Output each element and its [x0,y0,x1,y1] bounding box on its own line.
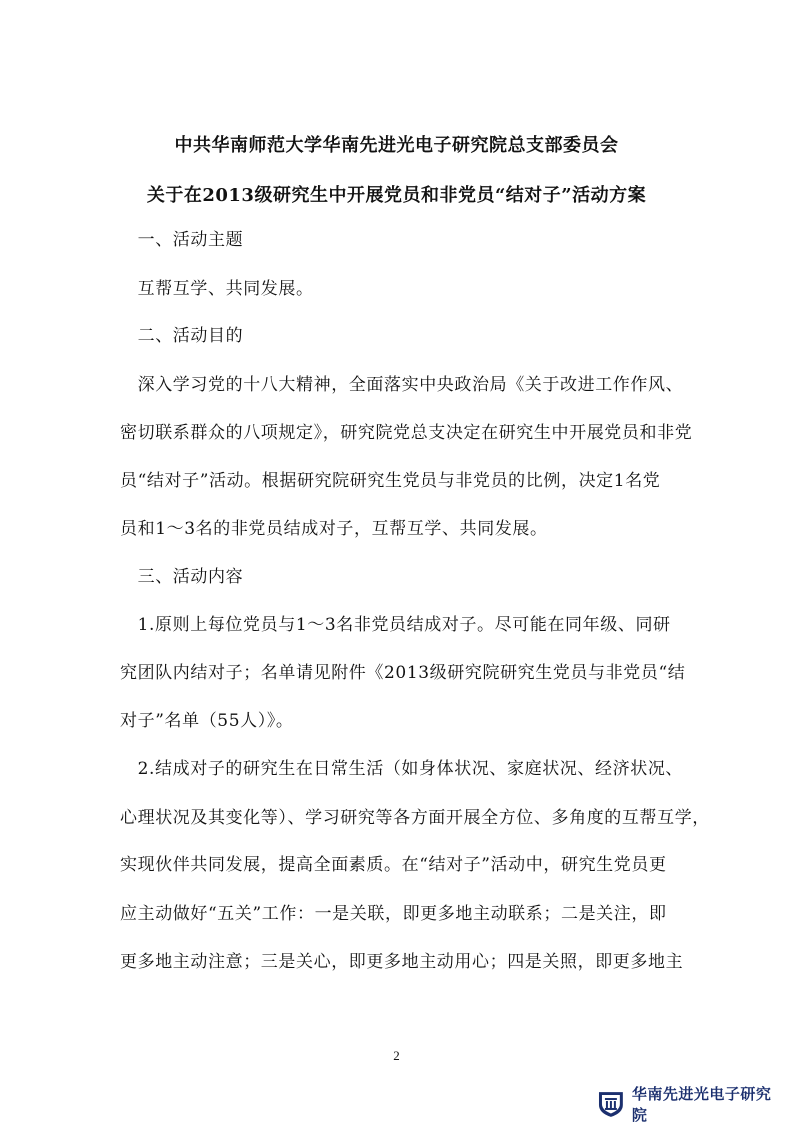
page-number: 2 [393,1048,400,1063]
body-line: 1.原则上每位党员与1～3名非党员结成对子。尽可能在同年级、同研 [120,615,671,635]
body-line: 对子”名单（55人）》。 [120,711,294,731]
body-line: 一、活动主题 [120,230,244,250]
body-line: 密切联系群众的八项规定》，研究院党总支决定在研究生中开展党员和非党 [120,423,693,443]
body-line: 员和1～3名的非党员结成对子，互帮互学、共同发展。 [120,519,548,539]
body-line: 2.结成对子的研究生在日常生活（如身体状况、家庭状况、经济状况、 [120,759,684,779]
body-line: 究团队内结对子；名单请见附件《2013级研究院研究生党员与非党员“结 [120,663,686,683]
body-line: 应主动做好“五关”工作：一是关联，即更多地主动联系；二是关注，即 [120,904,667,924]
body-line: 三、活动内容 [120,567,244,587]
institute-logo-text: 华南先进光电子研究院 [631,1085,772,1124]
body-line: 互帮互学、共同发展。 [120,279,314,299]
body-line: 深入学习党的十八大精神，全面落实中央政治局《关于改进工作作风、 [120,375,684,395]
body-line: 心理状况及其变化等）、学习研究等各方面开展全方位、多角度的互帮互学， [120,808,710,828]
body-line: 二、活动目的 [120,326,244,346]
document-title-line-1: 中共华南师范大学华南先进光电子研究院总支部委员会 [174,135,619,156]
institute-logo [596,1085,786,1124]
body-line: 更多地主动注意；三是关心，即更多地主动用心；四是关照，即更多地主 [120,952,684,972]
body-line: 实现伙伴共同发展，提高全面素质。在“结对子”活动中，研究生党员更 [120,855,667,875]
document-title-line-2: 关于在2013级研究生中开展党员和非党员“结对子”活动方案 [146,185,647,206]
shield-crest-icon [596,1090,626,1118]
body-line: 员“结对子”活动。根据研究院研究生党员与非党员的比例，决定1名党 [120,471,661,491]
